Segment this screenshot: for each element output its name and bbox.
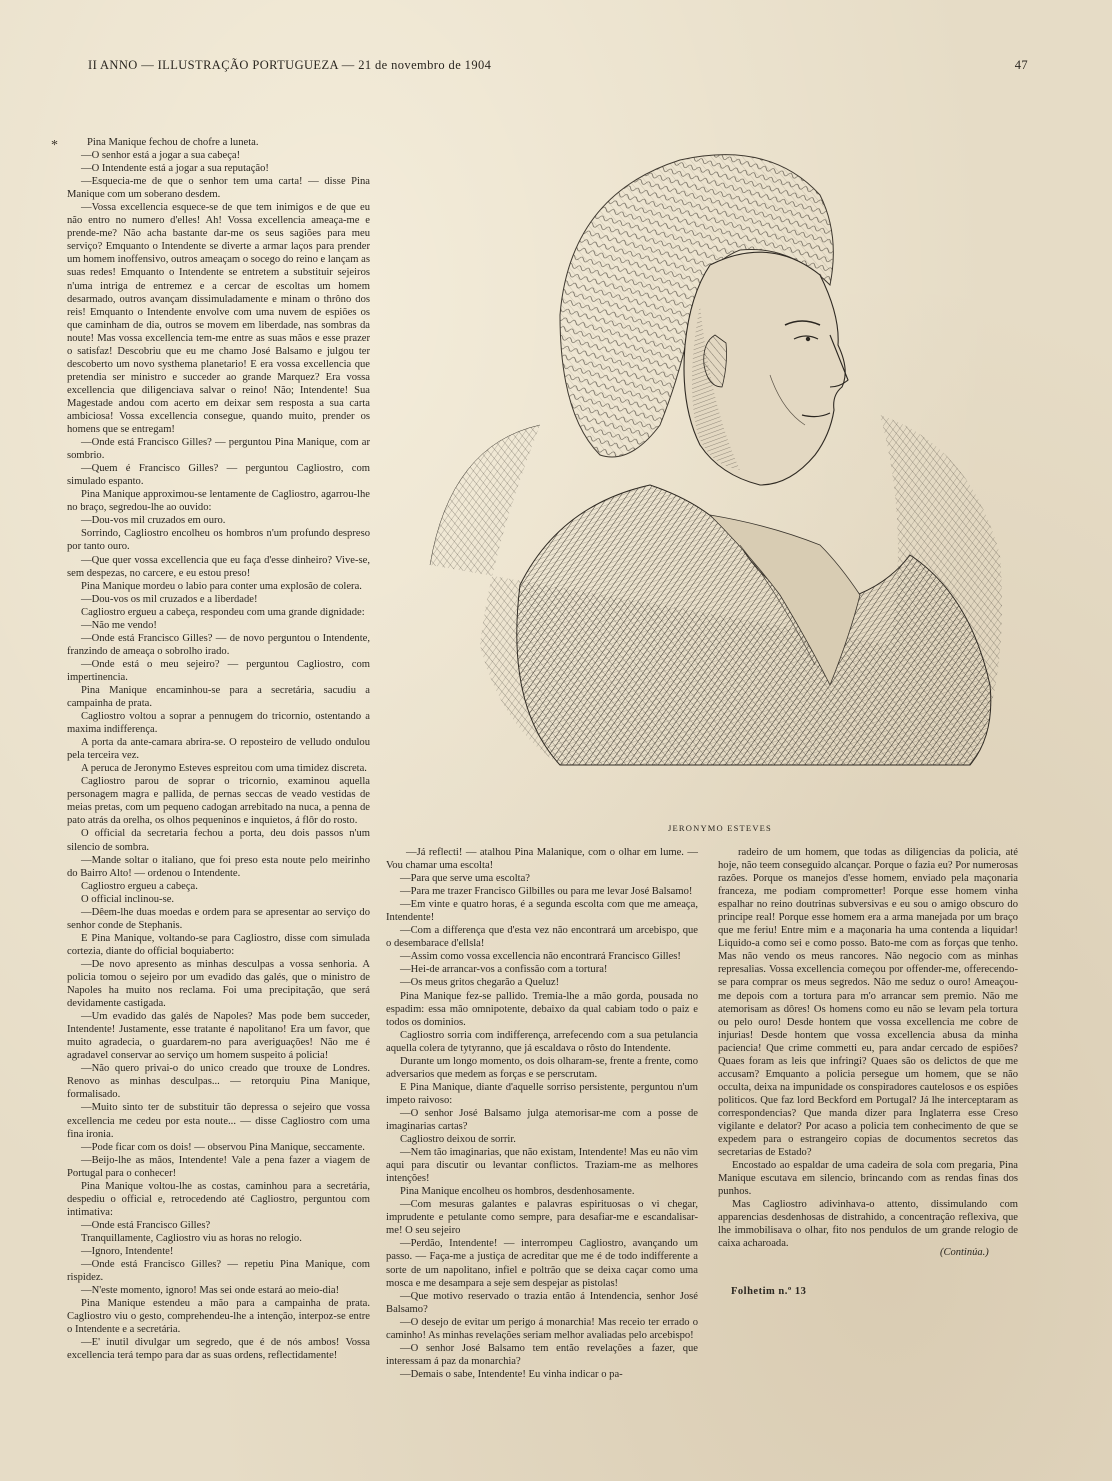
paragraph: —Que motivo reservado o trazia então á Intendencia, senhor José Balsamo? bbox=[386, 1290, 698, 1315]
page-header bbox=[88, 58, 1028, 78]
paragraph: Durante um longo momento, os dois olharam-se, frente a frente, como adversarios que medem as forças e se perscrutam. bbox=[386, 1055, 699, 1080]
paragraph: —Onde está Francisco Gilles? bbox=[81, 1219, 211, 1231]
paragraph: —Onde está Francisco Gilles? — repetiu Pina Manique, com rispidez. bbox=[67, 1259, 370, 1284]
paragraph: Pina Manique approximou-se lentamente de Cagliostro, agarrou-lhe no braço, segredou-lhe ao ouvido: bbox=[67, 489, 370, 514]
paragraph: —Mande soltar o italiano, que foi preso esta noute pelo meirinho do Bairro Alto! — ordenou o Intendente. bbox=[67, 854, 370, 879]
paragraph: E Pina Manique, diante d'aquelle sorriso persistente, perguntou n'um impeto raivoso: bbox=[386, 1081, 698, 1106]
paragraph: Pina Manique voltou-lhe as costas, caminhou para a secretária, despediu o official e, retrocedendo até Cagliostro, perguntou com intimativa: bbox=[67, 1180, 370, 1218]
paragraph: Pina Manique mordeu o labio para conter uma explosão de colera. bbox=[81, 580, 362, 592]
paragraph: —Hei-de arrancar-vos a confissão com a tortura! bbox=[400, 964, 608, 976]
text-column-middle bbox=[386, 846, 698, 1406]
paragraph: Cagliostro ergueu a cabeça, respondeu com uma grande dignidade: bbox=[81, 606, 365, 618]
paragraph: Tranquillamente, Cagliostro viu as horas no relogio. bbox=[81, 1232, 302, 1244]
paragraph: Cagliostro parou de soprar o tricornio, examinou aquella personagem magra e pallida, de pernas seccas de veado vestidas de meias pretas, com um pequeno cadogan arrebitado na nuca, a penna de pato atrás da orelha, os olhos pequeninos e inquietos, á flôr do rosto. bbox=[67, 776, 370, 827]
text-column-left bbox=[67, 136, 370, 1406]
paragraph: —O senhor está a jogar a sua cabeça! bbox=[81, 150, 241, 162]
paragraph: —Não quero privai-o do unico creado que trouxe de Londres. Renovo as minhas desculpas... — retorquiu Pina Manique, formalisado. bbox=[67, 1063, 370, 1101]
paragraph: —Um evadido das galés de Napoles? Mas pode bem succeder, Intendente! Justamente, esse tratante é napolitano! Era um favor, que muito agradecia, o guardarem-no para averiguações! Não me é agradavel conservar ao serviço um homem suspeito á policia! bbox=[67, 1011, 370, 1062]
paragraph: —O senhor José Balsamo tem então revelações a fazer, que interessam á paz da monarchia? bbox=[386, 1342, 698, 1367]
paragraph: —O desejo de evitar um perigo á monarchia! Mas receio ter errado o caminho! As minhas revelações seriam melhor avaliadas pelo arcebispo! bbox=[386, 1316, 698, 1341]
folhetim-number: Folhetim n.º 13 bbox=[731, 1286, 807, 1297]
paragraph: Sorrindo, Cagliostro encolheu os hombros n'um profundo despreso por tanto ouro. bbox=[67, 528, 370, 553]
paragraph: Pina Manique fechou de chofre a luneta. bbox=[87, 137, 259, 148]
paragraph: —Ignoro, Intendente! bbox=[81, 1245, 174, 1257]
paragraph: —Já reflecti! — atalhou Pina Malanique, com o olhar em lume. — Vou chamar uma escolta! bbox=[386, 847, 698, 872]
paragraph: —Muito sinto ter de substituir tão depressa o sejeiro que vossa excellencia me cedeu por esta noute... — disse Cagliostro com uma fina ironia. bbox=[67, 1102, 370, 1140]
portrait-caption: JERONYMO ESTEVES bbox=[668, 823, 772, 833]
paragraph: Pina Manique fez-se pallido. Tremia-lhe a mão gorda, pousada no espadim: essa mão omnipotente, debaixo da qual cabiam todo o paiz e todos os dominios. bbox=[386, 990, 698, 1028]
paragraph: —Assim como vossa excellencia não encontrará Francisco Gilles! bbox=[400, 951, 681, 963]
paragraph: Encostado ao espaldar de uma cadeira de sola com pregaria, Pina Manique escutava em silencio, brincando com as rendas finas dos punhos. bbox=[718, 1160, 1018, 1198]
paragraph: —Os meus gritos chegarão a Queluz! bbox=[400, 977, 560, 989]
paragraph: —Para que serve uma escolta? bbox=[400, 873, 531, 885]
paragraph: —Com a differença que d'esta vez não encontrará um arcebispo, que o desembarace d'ellsla! bbox=[386, 925, 698, 950]
paragraph: —Onde está Francisco Gilles? — de novo perguntou o Intendente, franzindo de ameaça o sobrolho irado. bbox=[67, 632, 370, 657]
paragraph: —Onde está o meu sejeiro? — perguntou Cagliostro, com impertinencia. bbox=[67, 658, 370, 683]
paragraph: —Dou-vos os mil cruzados e a liberdade! bbox=[81, 593, 258, 605]
paragraph: —Esquecia-me de que o senhor tem uma carta! — disse Pina Manique com um soberano desdem. bbox=[67, 176, 370, 201]
paragraph: O official inclinou-se. bbox=[81, 893, 175, 905]
paragraph: Cagliostro voltou a soprar a pennugem do tricornio, ostentando a maxima indifferença. bbox=[67, 711, 370, 736]
paragraph: —O Intendente está a jogar a sua reputação! bbox=[81, 163, 269, 175]
paragraph: —Demais o sabe, Intendente! Eu vinha indicar o pa- bbox=[400, 1368, 623, 1380]
paragraph: E Pina Manique, voltando-se para Cagliostro, disse com simulada cortezia, diante do official boquiaberto: bbox=[67, 932, 370, 957]
paragraph: —Para me trazer Francisco Gilbilles ou para me levar José Balsamo! bbox=[400, 886, 693, 898]
paragraph: O official da secretaria fechou a porta, deu dois passos n'um silencio de sombra. bbox=[67, 828, 370, 853]
paragraph: —Que quer vossa excellencia que eu faça d'esse dinheiro? Vive-se, sem despezas, no carcere, e eu estou preso! bbox=[67, 554, 370, 579]
paragraph: radeiro de um homem, que todas as diligencias da policia, até hoje, não teem conseguido alcançar. Porque o fazia eu? Por numerosas razões. Porque os manejos d'esse homem, enviado pela maçonaria franceza, me podiam comprometter! Porque esse homem vinha espalhar no reino doutrinas subversivas e eu sou o amigo obscuro do principe real! Porque esse homem era a arma manejada por um braço que me feriu! Entre mim e a maçonaria ha uma contenda a liquidar! Liquido-a como sei e como posso. Bato-me com as forças que tenho. Mas não vendo os meus rancores. Não negocio com as minhas represalias. Vossa excellencia começou por offender-me, offerecendo-se para comprar os meus segredos. Não me seduz o ouro! Ameaçou-me depois com a tortura para m'o arrancar sem premio. Não me atemorisam as dôres! Os homens como eu não se levam pela tortura ou pelo ouro! Desde hontem que vossa excellencia me cobre de injurias! Desde hontem que vossa excellencia abusa da minha paciencia! Que crime commetti eu, para andar cercado de espiões? Quaes foram as leis que infringi? Quaes são os delictos de que me accusam? Emquanto a policia persegue um homem, que se não occulta, deixa na impunidade os conspiradores cautelosos e os espiões politicos. Que faz lord Beckford em Portugal? Já lhe interceptaram as correspondencias? Que manda dizer para Inglaterra esse Creso vigilante e delator? Por acaso a policia tem conhecimento de que se expedem para o estrangeiro copias de documentos secretos das secretarias de Estado? bbox=[718, 847, 1018, 1159]
paragraph: —O senhor José Balsamo julga atemorisar-me com a posse de imaginarias cartas? bbox=[386, 1107, 698, 1132]
paragraph: —Onde está Francisco Gilles? — perguntou Pina Manique, com ar sombrio. bbox=[67, 437, 370, 462]
paragraph: Cagliostro ergueu a cabeça. bbox=[81, 880, 198, 892]
text-column-right bbox=[718, 846, 1018, 1250]
paragraph: Cagliostro deixou de sorrir. bbox=[400, 1134, 516, 1146]
paragraph: —Quem é Francisco Gilles? — perguntou Cagliostro, com simulado espanto. bbox=[67, 463, 370, 488]
page-number: 47 bbox=[1014, 58, 1028, 72]
paragraph: —Nem tão imaginarias, que não existam, Intendente! Mas eu não vim aqui para discutir ou levantar conflictos. Traziam-me as melhores intenções! bbox=[386, 1147, 698, 1185]
paragraph: Pina Manique estendeu a mão para a campainha de prata. Cagliostro viu o gesto, comprehendeu-lhe a intenção, interpoz-se entre o Intendente e a secretária. bbox=[67, 1298, 370, 1336]
paragraph: Cagliostro sorria com indifferença, arrefecendo com a sua petulancia aquella colera de tytyranno, que já escaldava o rôsto do Intendente. bbox=[386, 1029, 698, 1054]
paragraph: —Dou-vos mil cruzados em ouro. bbox=[81, 515, 226, 527]
paragraph: A peruca de Jeronymo Esteves espreitou com uma timidez discreta. bbox=[81, 763, 367, 775]
paragraph: —Perdão, Intendente! — interrompeu Cagliostro, avançando um passo. — Faça-me a justiça de acreditar que me é de todo indifferente a sorte de um napolitano, infiel e poltrão que se deixa caçar como uma mosca e me desampara a seje sem despejar as pistolas! bbox=[386, 1238, 698, 1289]
paragraph: —Em vinte e quatro horas, é a segunda escolta com que me ameaça, Intendente! bbox=[386, 899, 698, 924]
paragraph: —E' inutil divulgar um segredo, que é de nós ambos! Vossa excellencia terá tempo para dar as suas ordens, reflectidamente! bbox=[67, 1337, 370, 1362]
paragraph: —Pode ficar com os dois! — observou Pina Manique, seccamente. bbox=[81, 1141, 365, 1153]
paragraph: —N'este momento, ignoro! Mas sei onde estará ao meio-dia! bbox=[81, 1285, 340, 1297]
paragraph: —Dêem-lhe duas moedas e ordem para se apresentar ao serviço do senhor conde de Stephanis. bbox=[67, 906, 370, 931]
asterisk-icon: * bbox=[51, 138, 58, 153]
paragraph: Pina Manique encaminhou-se para a secretária, sacudiu a campainha de prata. bbox=[67, 684, 370, 710]
paragraph: —Beijo-lhe as mãos, Intendente! Vale a pena fazer a viagem de Portugal para o conhecer! bbox=[67, 1154, 370, 1179]
paragraph: Mas Cagliostro adivinhava-o attento, dissimulando com apparencias desdenhosas de distrahido, a concentração reflexiva, que lhe immobilisava o olhar, fito nos pendulos de um grande relogio de caixa acharoada. bbox=[718, 1199, 1018, 1250]
paragraph: —De novo apresento as minhas desculpas a vossa senhoria. A policia tomou o sejeiro por um evadido das galés, que o ministro de Napoles ha muito nos reclama. Foi uma precipitação, que será devidamente castigada. bbox=[67, 958, 370, 1010]
paragraph: Pina Manique encolheu os hombros, desdenhosamente. bbox=[400, 1186, 635, 1198]
paragraph: —Vossa excellencia esquece-se de que tem inimigos e de que eu não entro no numero d'elles! Ah! Vossa excellencia ameaça-me e prende-me? Não acha bastante dar-me os seus sagiões para meu serviço? Emquanto o Intendente se diverte a armar laços para prender um homem inoffensivo, outros ameaçam o socego do reino e lançam as suas redes! Emquanto o Intendente se entretem a substituir sejeiros n'uma intriga de entremez e a cercar de escoltas um homem desarmado, outros avançam dissimuladamente e minam o thrôno dos reis! Emquanto o Intendente envolve com uma nuvem de espiões os que caminham de dia, outros se movem em liberdade, nas sombras da noute! Mas vossa excellencia tem-me entre as suas mãos e esse prazer o satisfaz! Descobriu que eu me chamo José Balsamo e julgou ter descoberto um novo systhema planetario! E era vossa excellencia que pretendia ser ministro e succeder ao grande Marquez? Era vossa excellencia que diligenciava salvar o reino! Não; Intendente! Sua Magestade andou com acerto em deixar sem resposta a sua carta ambiciosa! Vossa excellencia consegue, quando muito, prender os homens que se entregam! bbox=[67, 202, 370, 436]
paragraph: —Com mesuras galantes e palavras espirituosas o vi chegar, imprudente e petulante como sempre, para desafiar-me e escandalisar-me! O seu sejeiro bbox=[386, 1199, 698, 1237]
portrait-engraving bbox=[410, 125, 1010, 815]
paragraph: A porta da ante-camara abrira-se. O reposteiro de velludo ondulou pela terceira vez. bbox=[67, 737, 370, 762]
paragraph: —Não me vendo! bbox=[81, 619, 157, 631]
continuation-note: (Continúa.) bbox=[940, 1247, 989, 1258]
running-title: II ANNO — ILLUSTRAÇÃO PORTUGUEZA — 21 de novembro de 1904 bbox=[88, 58, 492, 72]
